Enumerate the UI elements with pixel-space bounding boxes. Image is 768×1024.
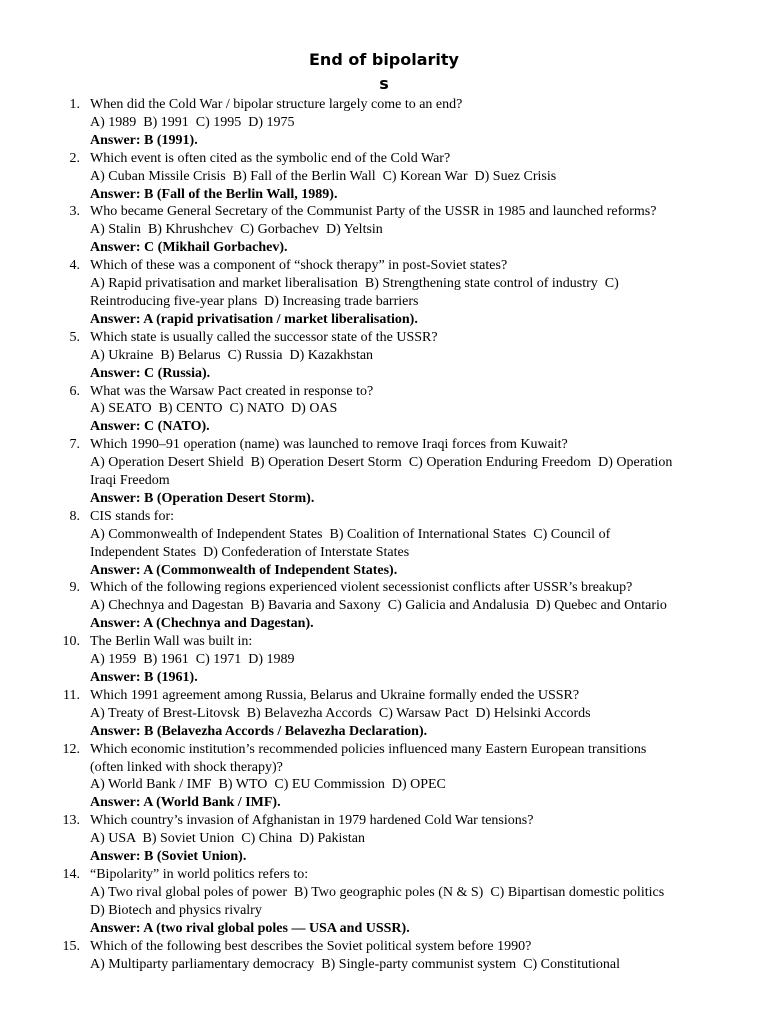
question-item [0,257,768,329]
question-number: 12. [62,741,80,757]
question-number: 8. [69,508,80,524]
question-options: A) 1959 B) 1961 C) 1971 D) 1989 [90,652,295,668]
question-options: A) Cuban Missile Crisis B) Fall of the Berlin Wall C) Korean War D) Suez Crisis [90,168,557,184]
question-answer: Answer: B (Fall of the Berlin Wall, 1989). [90,186,338,202]
question-number: 5. [69,329,80,345]
question-options: A) Two rival global poles of power B) Two geographic poles (N & S) C) Bipartisan domestic politics [90,884,665,900]
question-text: “Bipolarity” in world politics refers to: [90,866,309,882]
question-number: 9. [69,580,80,596]
question-number: 2. [69,150,80,166]
question-item [0,866,768,938]
question-number: 10. [62,634,80,650]
question-answer: Answer: A (Chechnya and Dagestan). [90,616,314,632]
question-item [0,741,768,813]
question-options: Iraqi Freedom [90,473,170,489]
question-text-continued: (often linked with shock therapy)? [90,759,283,775]
question-options: D) Biotech and physics rivalry [90,902,262,918]
question-answer: Answer: A (two rival global poles — USA and USSR). [90,920,410,936]
question-number: 14. [62,866,80,882]
question-text: Which event is often cited as the symbolic end of the Cold War? [90,150,451,166]
question-answer: Answer: A (Commonwealth of Independent States). [90,562,398,578]
question-number: 13. [62,813,80,829]
question-options: Independent States D) Confederation of Interstate States [90,544,410,560]
question-text: Which economic institution’s recommended policies influenced many Eastern European transitions [90,741,647,757]
question-answer: Answer: B (Operation Desert Storm). [90,490,315,506]
question-options: A) Stalin B) Khrushchev C) Gorbachev D) Yeltsin [90,222,383,238]
question-item [0,96,768,150]
question-item [0,329,768,383]
question-answer: Answer: B (Soviet Union). [90,849,247,865]
question-text: CIS stands for: [90,508,174,524]
question-text: The Berlin Wall was built in: [90,634,253,650]
question-number: 4. [69,258,80,274]
question-item [0,150,768,204]
question-item [0,687,768,741]
question-item [0,938,768,974]
question-item [0,633,768,687]
question-options: A) Chechnya and Dagestan B) Bavaria and Saxony C) Galicia and Andalusia D) Quebec and Ontario [90,598,667,614]
question-number: 6. [69,383,80,399]
question-answer: Answer: C (NATO). [90,419,210,435]
question-answer: Answer: B (1961). [90,670,198,685]
question-number: 15. [62,938,80,954]
question-item [0,436,768,508]
question-options: A) Multiparty parliamentary democracy B) Single-party communist system C) Constitutional [90,956,620,972]
question-options: A) Operation Desert Shield B) Operation Desert Storm C) Operation Enduring Freedom D) Operation [90,455,673,471]
question-options: A) USA B) Soviet Union C) China D) Pakistan [90,831,365,847]
question-text: When did the Cold War / bipolar structure largely come to an end? [90,97,463,112]
title-line-2: s [379,74,389,93]
question-number: 1. [69,97,80,112]
question-text: Who became General Secretary of the Communist Party of the USSR in 1985 and launched reforms? [90,204,657,220]
question-text: Which 1990–91 operation (name) was launched to remove Iraqi forces from Kuwait? [90,437,568,453]
question-answer: Answer: A (World Bank / IMF). [90,795,281,811]
question-text: Which of the following regions experienced violent secessionist conflicts after USSR’s breakup? [90,580,633,596]
question-text: Which country’s invasion of Afghanistan in 1979 hardened Cold War tensions? [90,813,534,829]
question-options: A) Commonwealth of Independent States B) Coalition of International States C) Council of [90,526,611,542]
question-options: A) World Bank / IMF B) WTO C) EU Commission D) OPEC [90,777,446,793]
question-text: Which 1991 agreement among Russia, Belarus and Ukraine formally ended the USSR? [90,687,580,703]
question-text: What was the Warsaw Pact created in response to? [90,383,374,399]
question-item [0,383,768,437]
question-answer: Answer: B (1991). [90,132,198,148]
question-text: Which state is usually called the successor state of the USSR? [90,329,438,345]
question-number: 7. [69,437,80,453]
question-options: A) Treaty of Brest-Litovsk B) Belavezha Accords C) Warsaw Pact D) Helsinki Accords [90,705,591,721]
title-line-1: End of bipolarity [309,50,459,69]
question-number: 11. [63,687,80,703]
question-answer: Answer: B (Belavezha Accords / Belavezha Declaration). [90,723,428,739]
question-text: Which of these was a component of “shock therapy” in post-Soviet states? [90,258,508,274]
question-options: A) Rapid privatisation and market liberalisation B) Strengthening state control of industry C) [90,276,619,292]
question-options: Reintroducing five-year plans D) Increasing trade barriers [90,293,419,309]
question-item [0,812,768,866]
question-list [0,96,768,973]
question-options: A) 1989 B) 1991 C) 1995 D) 1975 [90,114,295,130]
question-options: A) Ukraine B) Belarus C) Russia D) Kazakhstan [90,347,374,363]
question-item [0,203,768,257]
question-answer: Answer: C (Russia). [90,365,211,381]
question-text: Which of the following best describes the Soviet political system before 1990? [90,938,532,954]
question-item [0,508,768,580]
question-number: 3. [69,204,80,220]
question-options: A) SEATO B) CENTO C) NATO D) OAS [90,401,338,417]
question-answer: Answer: A (rapid privatisation / market liberalisation). [90,311,418,327]
document-title [0,48,768,96]
question-answer: Answer: C (Mikhail Gorbachev). [90,240,288,256]
question-item [0,579,768,633]
